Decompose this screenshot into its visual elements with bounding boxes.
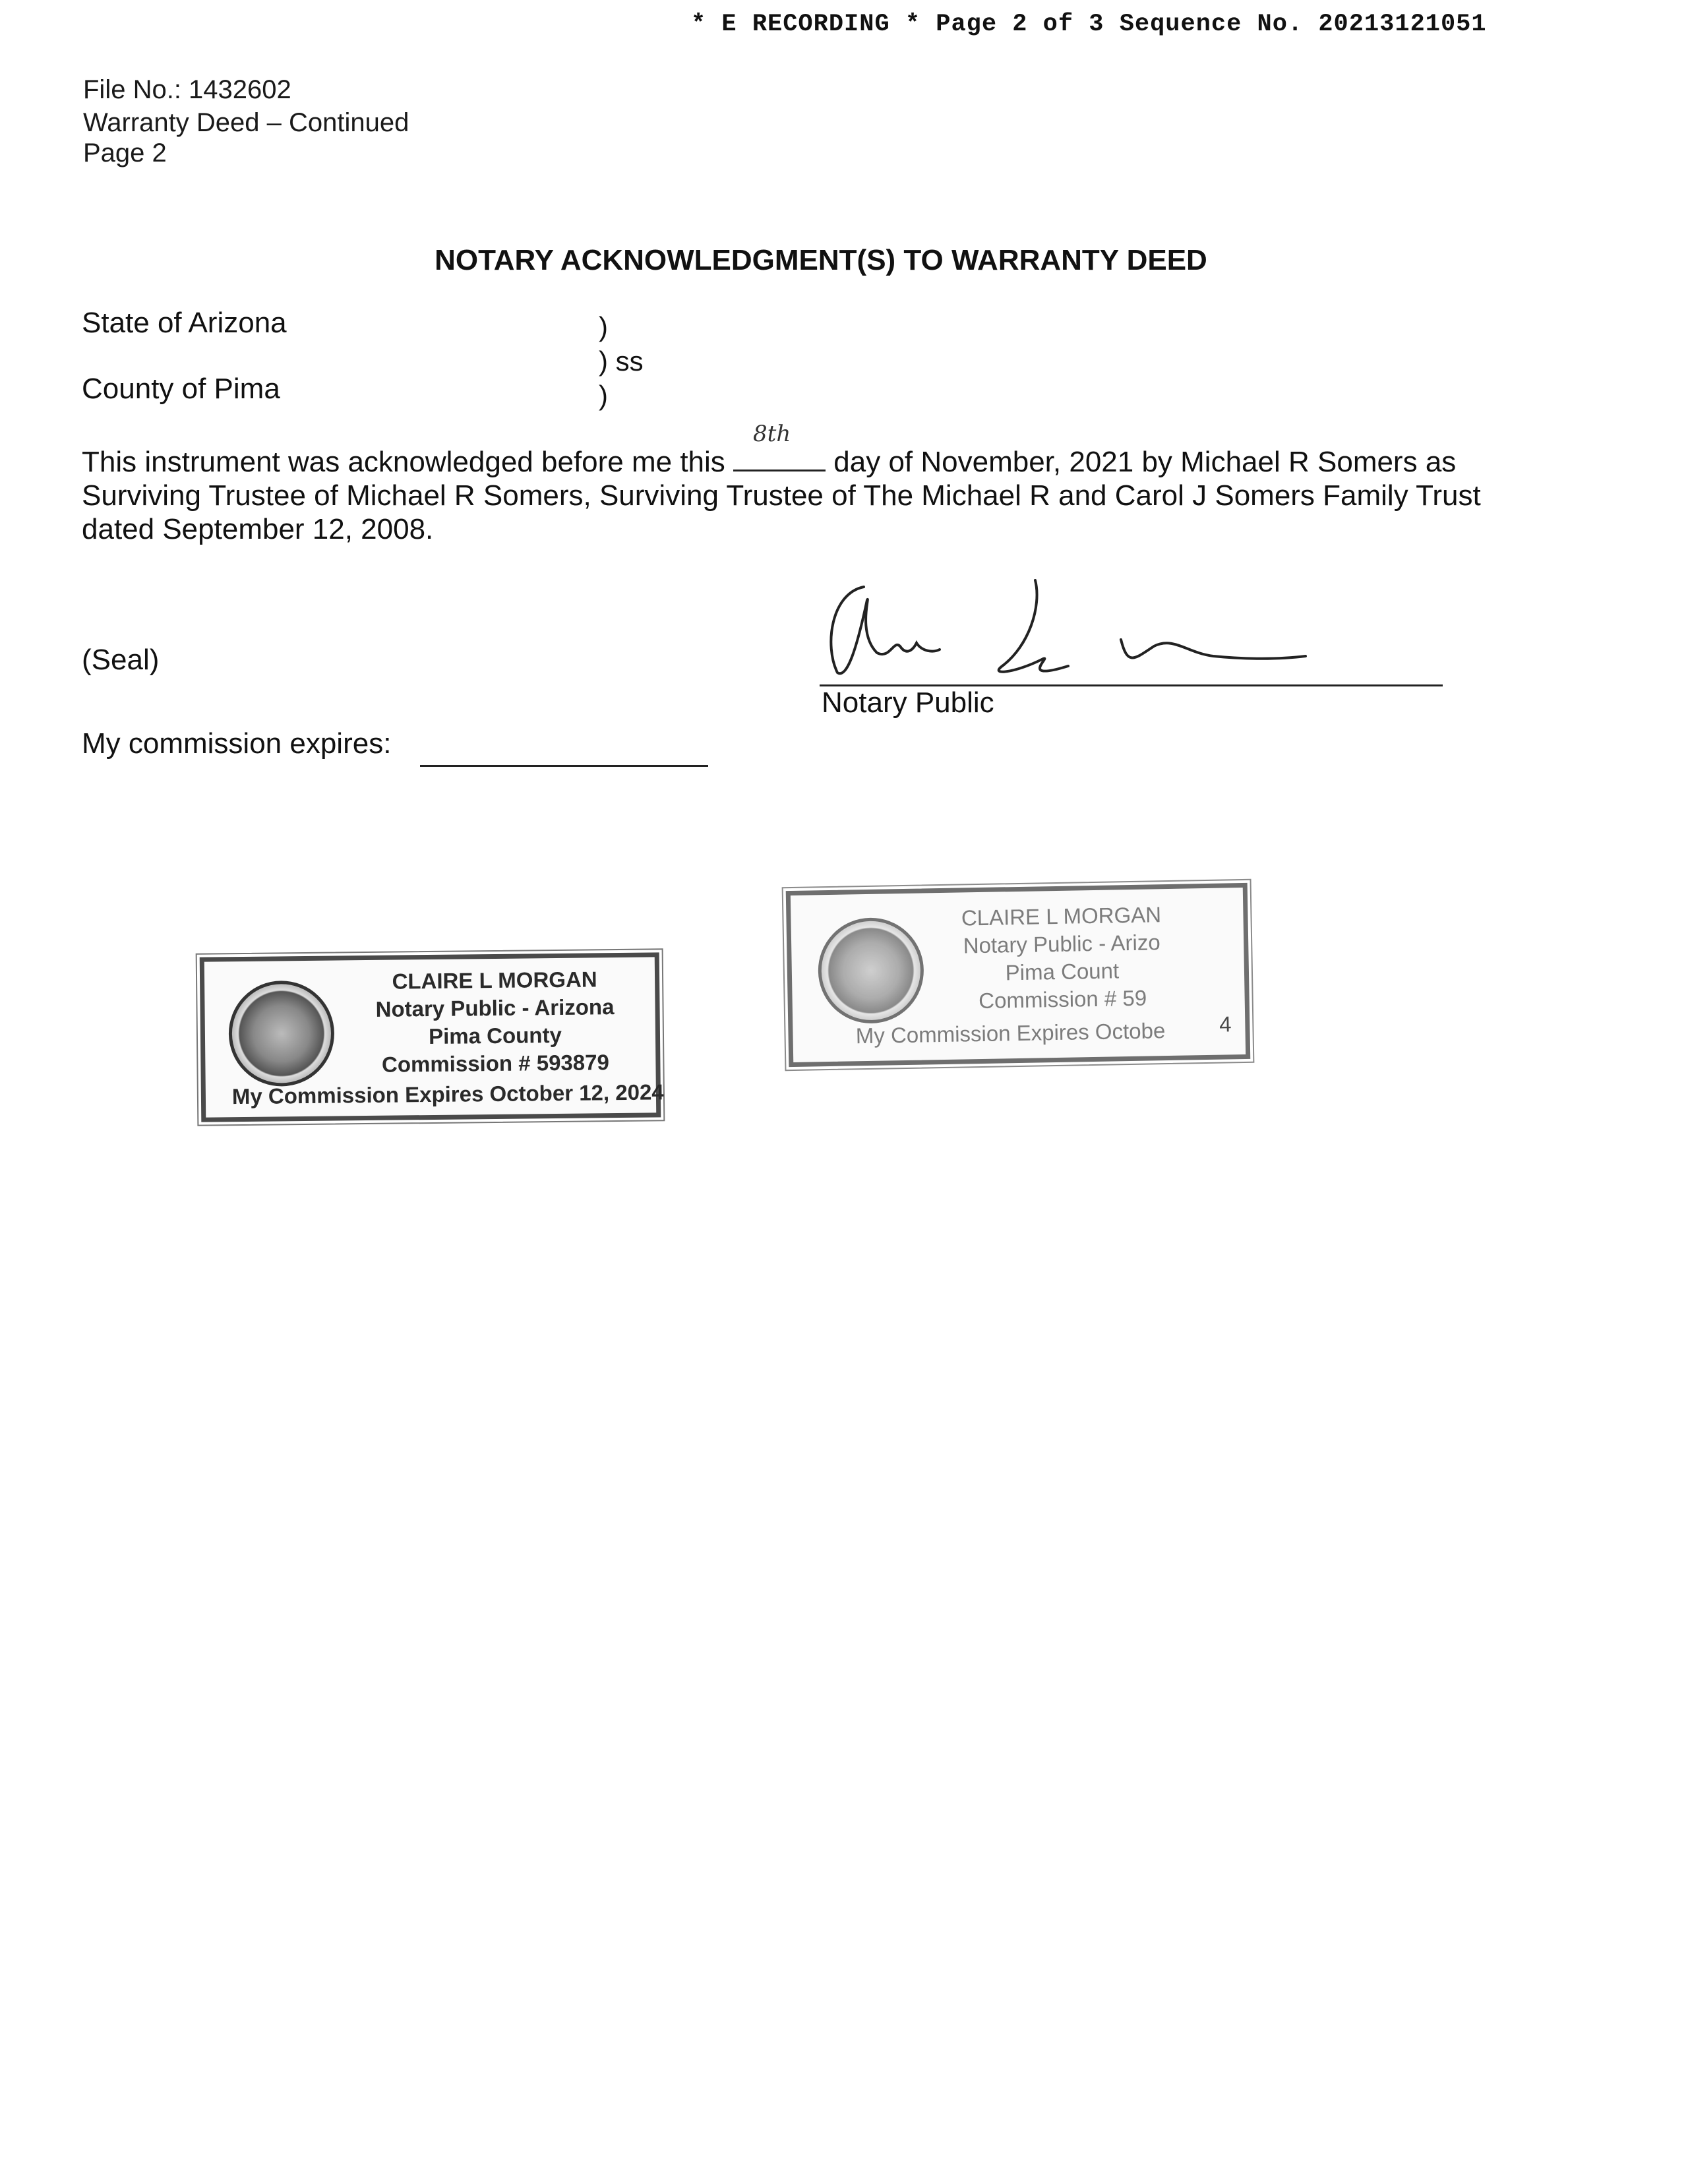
acknowledgment-line-3: dated September 12, 2008. — [82, 513, 434, 545]
stamp-2-name: CLAIRE L MORGAN — [961, 902, 1162, 930]
page-title: NOTARY ACKNOWLEDGMENT(S) TO WARRANTY DEED — [435, 244, 1207, 276]
notary-stamp-primary — [200, 952, 664, 1122]
notary-seal-faded-icon — [817, 917, 924, 1025]
document-title: Warranty Deed – Continued — [83, 108, 409, 137]
stamp-2-title: Notary Public - Arizo — [963, 930, 1160, 958]
stamp-1-expires: My Commission Expires October 12, 2024 — [231, 1079, 664, 1109]
recording-header: * E RECORDING * Page 2 of 3 Sequence No. 20213121051 — [691, 11, 1487, 38]
venue-ss: ) ss — [599, 346, 644, 377]
stamp-1-county: Pima County — [428, 1022, 562, 1049]
stamp-1-name: CLAIRE L MORGAN — [392, 967, 597, 994]
acknowledgment-suffix: day of November, 2021 by Michael R Somers as — [833, 446, 1457, 478]
stamp-2-mark: 4 — [1219, 1012, 1232, 1037]
commission-expires-label: My commission expires: — [82, 727, 392, 760]
commission-expires-line — [420, 765, 708, 767]
day-blank — [733, 421, 826, 471]
stamp-2-county: Pima Count — [1005, 958, 1120, 985]
stamp-1-title: Notary Public - Arizona — [375, 994, 615, 1021]
stamp-2-commission: Commission # 59 — [978, 985, 1147, 1014]
seal-label: (Seal) — [82, 644, 160, 676]
acknowledgment-line-2: Surviving Trustee of Michael R Somers, Surviving Trustee of The Michael R and Carol J Somers Family Trust — [82, 479, 1481, 512]
notary-public-label: Notary Public — [822, 686, 994, 719]
page-number: Page 2 — [83, 138, 167, 167]
venue-paren-bottom: ) — [599, 380, 608, 411]
acknowledgment-line-1 — [82, 421, 1457, 479]
stamp-1-commission: Commission # 593879 — [381, 1050, 610, 1077]
acknowledgment-prefix: This instrument was acknowledged before me this — [82, 446, 725, 478]
notary-stamp-faded — [786, 883, 1251, 1067]
venue-county: County of Pima — [82, 373, 280, 405]
notary-seal-icon — [228, 981, 335, 1087]
stamp-2-expires: My Commission Expires Octobe — [855, 1018, 1166, 1048]
file-number: File No.: 1432602 — [83, 75, 291, 104]
venue-paren-top: ) — [599, 311, 608, 342]
day-handwritten: 8th — [753, 421, 791, 447]
venue-state: State of Arizona — [82, 307, 287, 339]
notary-signature — [818, 567, 1319, 686]
